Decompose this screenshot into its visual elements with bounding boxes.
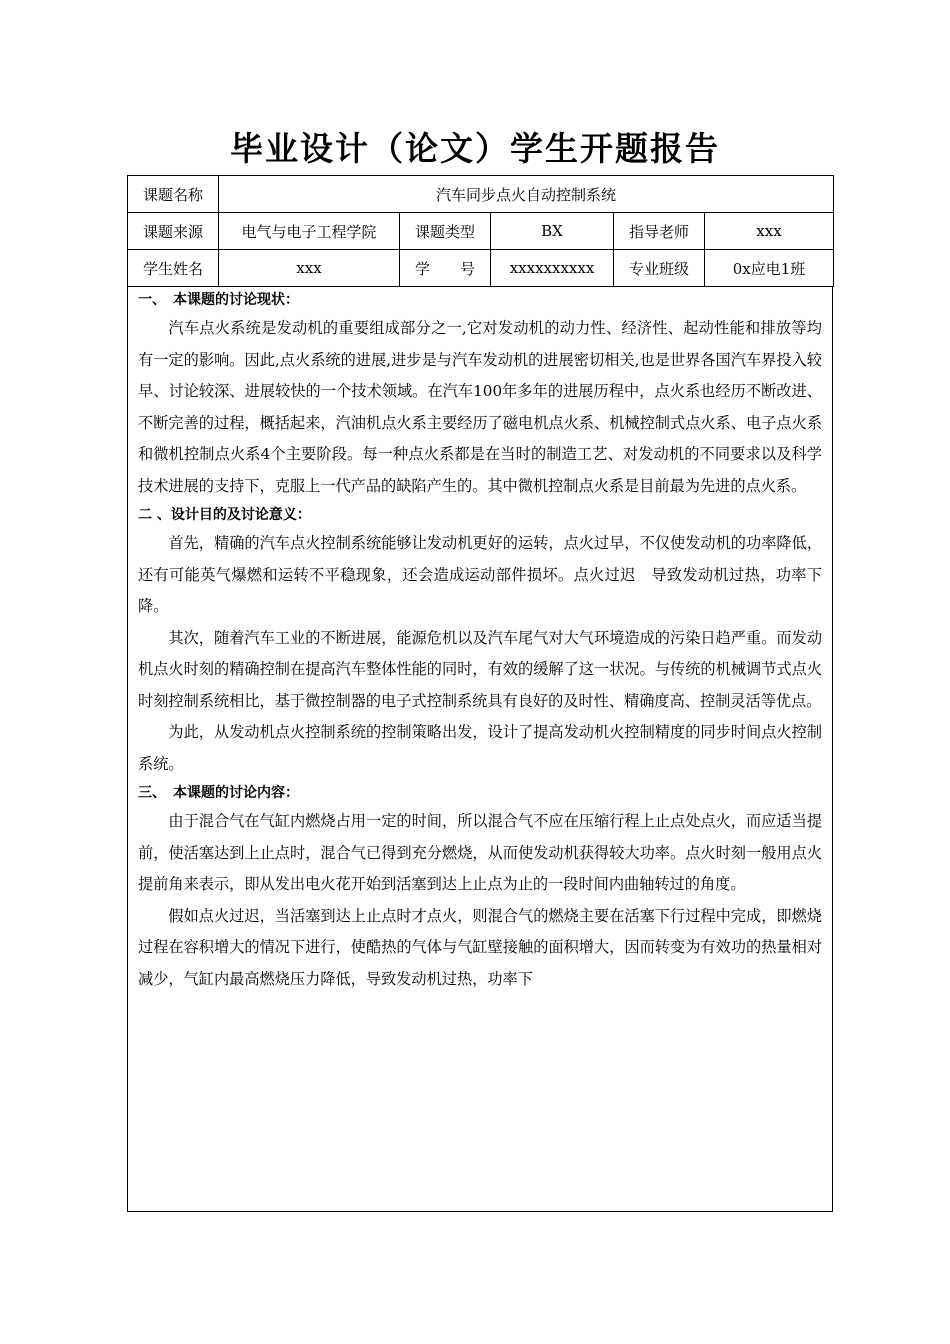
topic-label: 课题名称 — [128, 176, 219, 213]
paragraph: 首先，精确的汽车点火控制系统能够让发动机更好的运转，点火过早，不仅使发动机的功率降低，还有可能英气爆燃和运转不平稳现象，还会造成运动部件损坏。点火过迟 导致发动机过热，功率下降。 — [138, 534, 822, 615]
advisor-value: xxx — [705, 213, 834, 250]
paragraph: 其次，随着汽车工业的不断进展，能源危机以及汽车尾气对大气环境造成的污染日趋严重。而发动机点火时刻的精确控制在提高汽车整体性能的同时，有效的缓解了这一状况。与传统的机械调节式点火时刻控制系统相比，基于微控制器的电子式控制系统具有良好的及时性、精确度高、控制灵活等优点。 — [138, 628, 822, 710]
type-label: 课题类型 — [400, 213, 491, 250]
advisor-label: 指导老师 — [614, 213, 705, 250]
id-label: 学 号 — [400, 250, 491, 287]
section-heading: 三、 本课题的讨论内容： — [138, 785, 299, 801]
type-value: BX — [491, 213, 614, 250]
info-table — [127, 175, 834, 287]
topic-value: 汽车同步点火自动控制系统 — [219, 176, 834, 213]
table-row — [128, 213, 834, 250]
paragraph: 汽车点火系统是发动机的重要组成部分之一,它对发动机的动力性、经济性、起动性能和排放等均有一定的影响。因此,点火系统的进展,进步是与汽车发动机的进展密切相关,也是世界各国汽车界投入较早、讨论较深、进展较快的一个技术领域。在汽车100年多年的进展历程中，点火系也经历不断改进、不断完善的过程，概括起来，汽油机点火系主要经历了磁电机点火系、机械控制式点火系、电子点火系和微机控制点火系4个主要阶段。每一种点火系都是在当时的制造工艺、对发动机的不同要求以及科学技术进展的支持下，克服上一代产品的缺陷产生的。其中微机控制点火系是目前最为先进的点火系。 — [138, 319, 822, 495]
source-label: 课题来源 — [128, 213, 219, 250]
table-row — [128, 250, 834, 287]
class-value: 0x应电1班 — [705, 250, 834, 287]
page-title: 毕业设计（论文）学生开题报告 — [230, 129, 720, 168]
report-body — [127, 287, 833, 1212]
section-heading: 二 、设计目的及讨论意义： — [138, 507, 311, 523]
paragraph: 为此，从发动机点火控制系统的控制策略出发，设计了提高发动机火控制精度的同步时间点火控制系统。 — [138, 723, 822, 773]
class-label: 专业班级 — [614, 250, 705, 287]
student-value: xxx — [219, 250, 400, 287]
source-value: 电气与电子工程学院 — [219, 213, 400, 250]
section-heading: 一、 本课题的讨论现状： — [138, 292, 299, 308]
paragraph: 假如点火过迟，当活塞到达上止点时才点火，则混合气的燃烧主要在活塞下行过程中完成，即燃烧过程在容积增大的情况下进行，使酷热的气体与气缸壁接触的面积增大，因而转变为有效功的热量相对减少，气缸内最高燃烧压力降低，导致发动机过热，功率下 — [138, 906, 822, 988]
student-label: 学生姓名 — [128, 250, 219, 287]
table-row — [128, 176, 834, 213]
paragraph: 由于混合气在气缸内燃烧占用一定的时间，所以混合气不应在压缩行程上止点处点火，而应适当提前，使活塞达到上止点时，混合气已得到充分燃烧，从而使发动机获得较大功率。点火时刻一般用点火提前角来表示，即从发出电火花开始到活塞到达上止点为止的一段时间内曲轴转过的角度。 — [138, 812, 822, 893]
id-value: xxxxxxxxxx — [491, 250, 614, 287]
